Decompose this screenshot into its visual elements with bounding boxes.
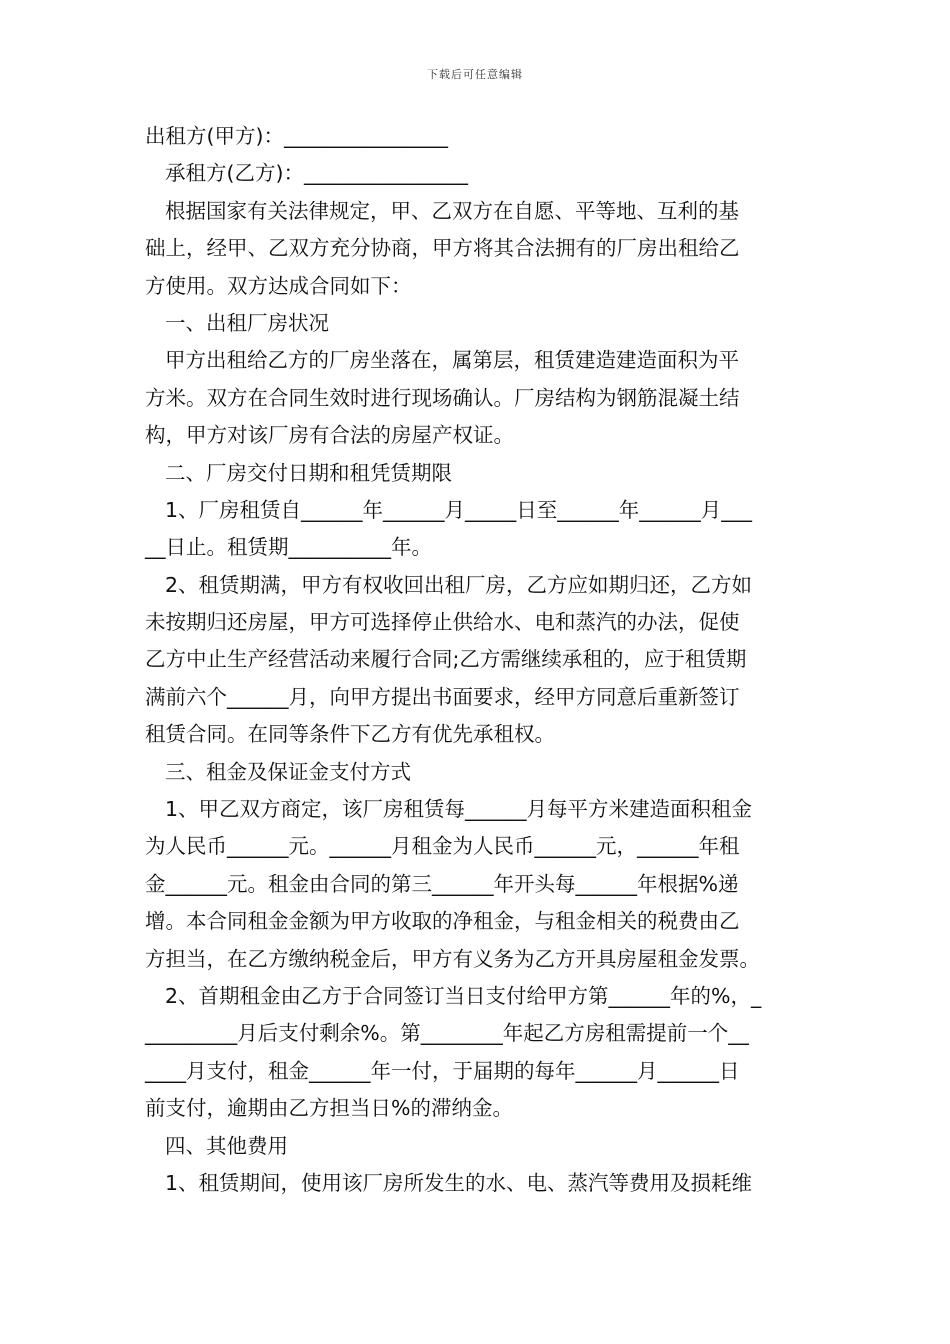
paragraph-line: 方使用。双方达成合同如下： bbox=[145, 273, 412, 298]
section-heading: 一、出租厂房状况 bbox=[165, 310, 329, 335]
paragraph-line: 1、甲乙双方商定，该厂房租赁每______月每平方米建造面积租金 bbox=[165, 797, 753, 822]
paragraph-line: 增。本合同租金金额为甲方收取的净租金，与租金相关的税费由乙 bbox=[145, 909, 740, 934]
paragraph-line: 金______元。租金由合同的第三______年开头每______年根据%递 bbox=[145, 871, 739, 896]
paragraph-line: ____月支付，租金______年一付，于届期的每年______月______日 bbox=[145, 1058, 740, 1083]
lessor-line: 出租方(甲方)：________________ bbox=[145, 124, 448, 148]
paragraph-line: 2、租赁期满，甲方有权收回出租厂房，乙方应如期归还，乙方如 bbox=[165, 572, 753, 597]
paragraph-line: 方担当，在乙方缴纳税金后，甲方有义务为乙方开具房屋租金发票。 bbox=[145, 946, 760, 971]
paragraph-line: 础上，经甲、乙双方充分协商，甲方将其合法拥有的厂房出租给乙 bbox=[145, 236, 740, 261]
paragraph-line: 乙方中止生产经营活动来履行合同;乙方需继续承租的，应于租赁期 bbox=[145, 647, 747, 672]
paragraph-line: 租赁合同。在同等条件下乙方有优先承租权。 bbox=[145, 722, 555, 747]
section-heading: 四、其他费用 bbox=[165, 1133, 288, 1158]
paragraph-line: 满前六个______月，向甲方提出书面要求，经甲方同意后重新签订 bbox=[145, 684, 740, 709]
paragraph-line: _________月后支付剩余%。第________年起乙方房租需提前一个__ bbox=[145, 1021, 749, 1046]
section-heading: 二、厂房交付日期和租凭赁期限 bbox=[165, 460, 452, 485]
paragraph-line: 方米。双方在合同生效时进行现场确认。厂房结构为钢筋混凝土结 bbox=[145, 385, 740, 410]
paragraph-line: 1、厂房租赁自______年______月_____日至______年______月___ bbox=[165, 497, 753, 522]
paragraph-line: 1、租赁期间，使用该厂房所发生的水、电、蒸汽等费用及损耗维 bbox=[165, 1170, 753, 1195]
paragraph-line: 2、首期租金由乙方于合同签订当日支付给甲方第______年的%，_ bbox=[165, 983, 762, 1008]
contract-body bbox=[145, 118, 811, 1202]
lessee-line: 承租方(乙方)：________________ bbox=[165, 161, 468, 186]
header-note: 下载后可任意编辑 bbox=[427, 68, 523, 81]
paragraph-line: 构，甲方对该厂房有合法的房屋产权证。 bbox=[145, 423, 514, 448]
paragraph-line: 根据国家有关法律规定，甲、乙双方在自愿、平等地、互利的基 bbox=[165, 198, 739, 223]
section-heading: 三、租金及保证金支付方式 bbox=[165, 759, 411, 784]
paragraph-line: 为人民币______元。______月租金为人民币______元，______年租 bbox=[145, 834, 740, 859]
paragraph-line: __日止。租赁期__________年。 bbox=[145, 535, 432, 560]
paragraph-line: 甲方出租给乙方的厂房坐落在，属第层，租赁建造建造面积为平 bbox=[165, 348, 739, 373]
paragraph-line: 前支付，逾期由乙方担当日%的滞纳金。 bbox=[145, 1096, 513, 1121]
paragraph-line: 未按期归还房屋，甲方可选择停止供给水、电和蒸汽的办法，促使 bbox=[145, 610, 740, 635]
